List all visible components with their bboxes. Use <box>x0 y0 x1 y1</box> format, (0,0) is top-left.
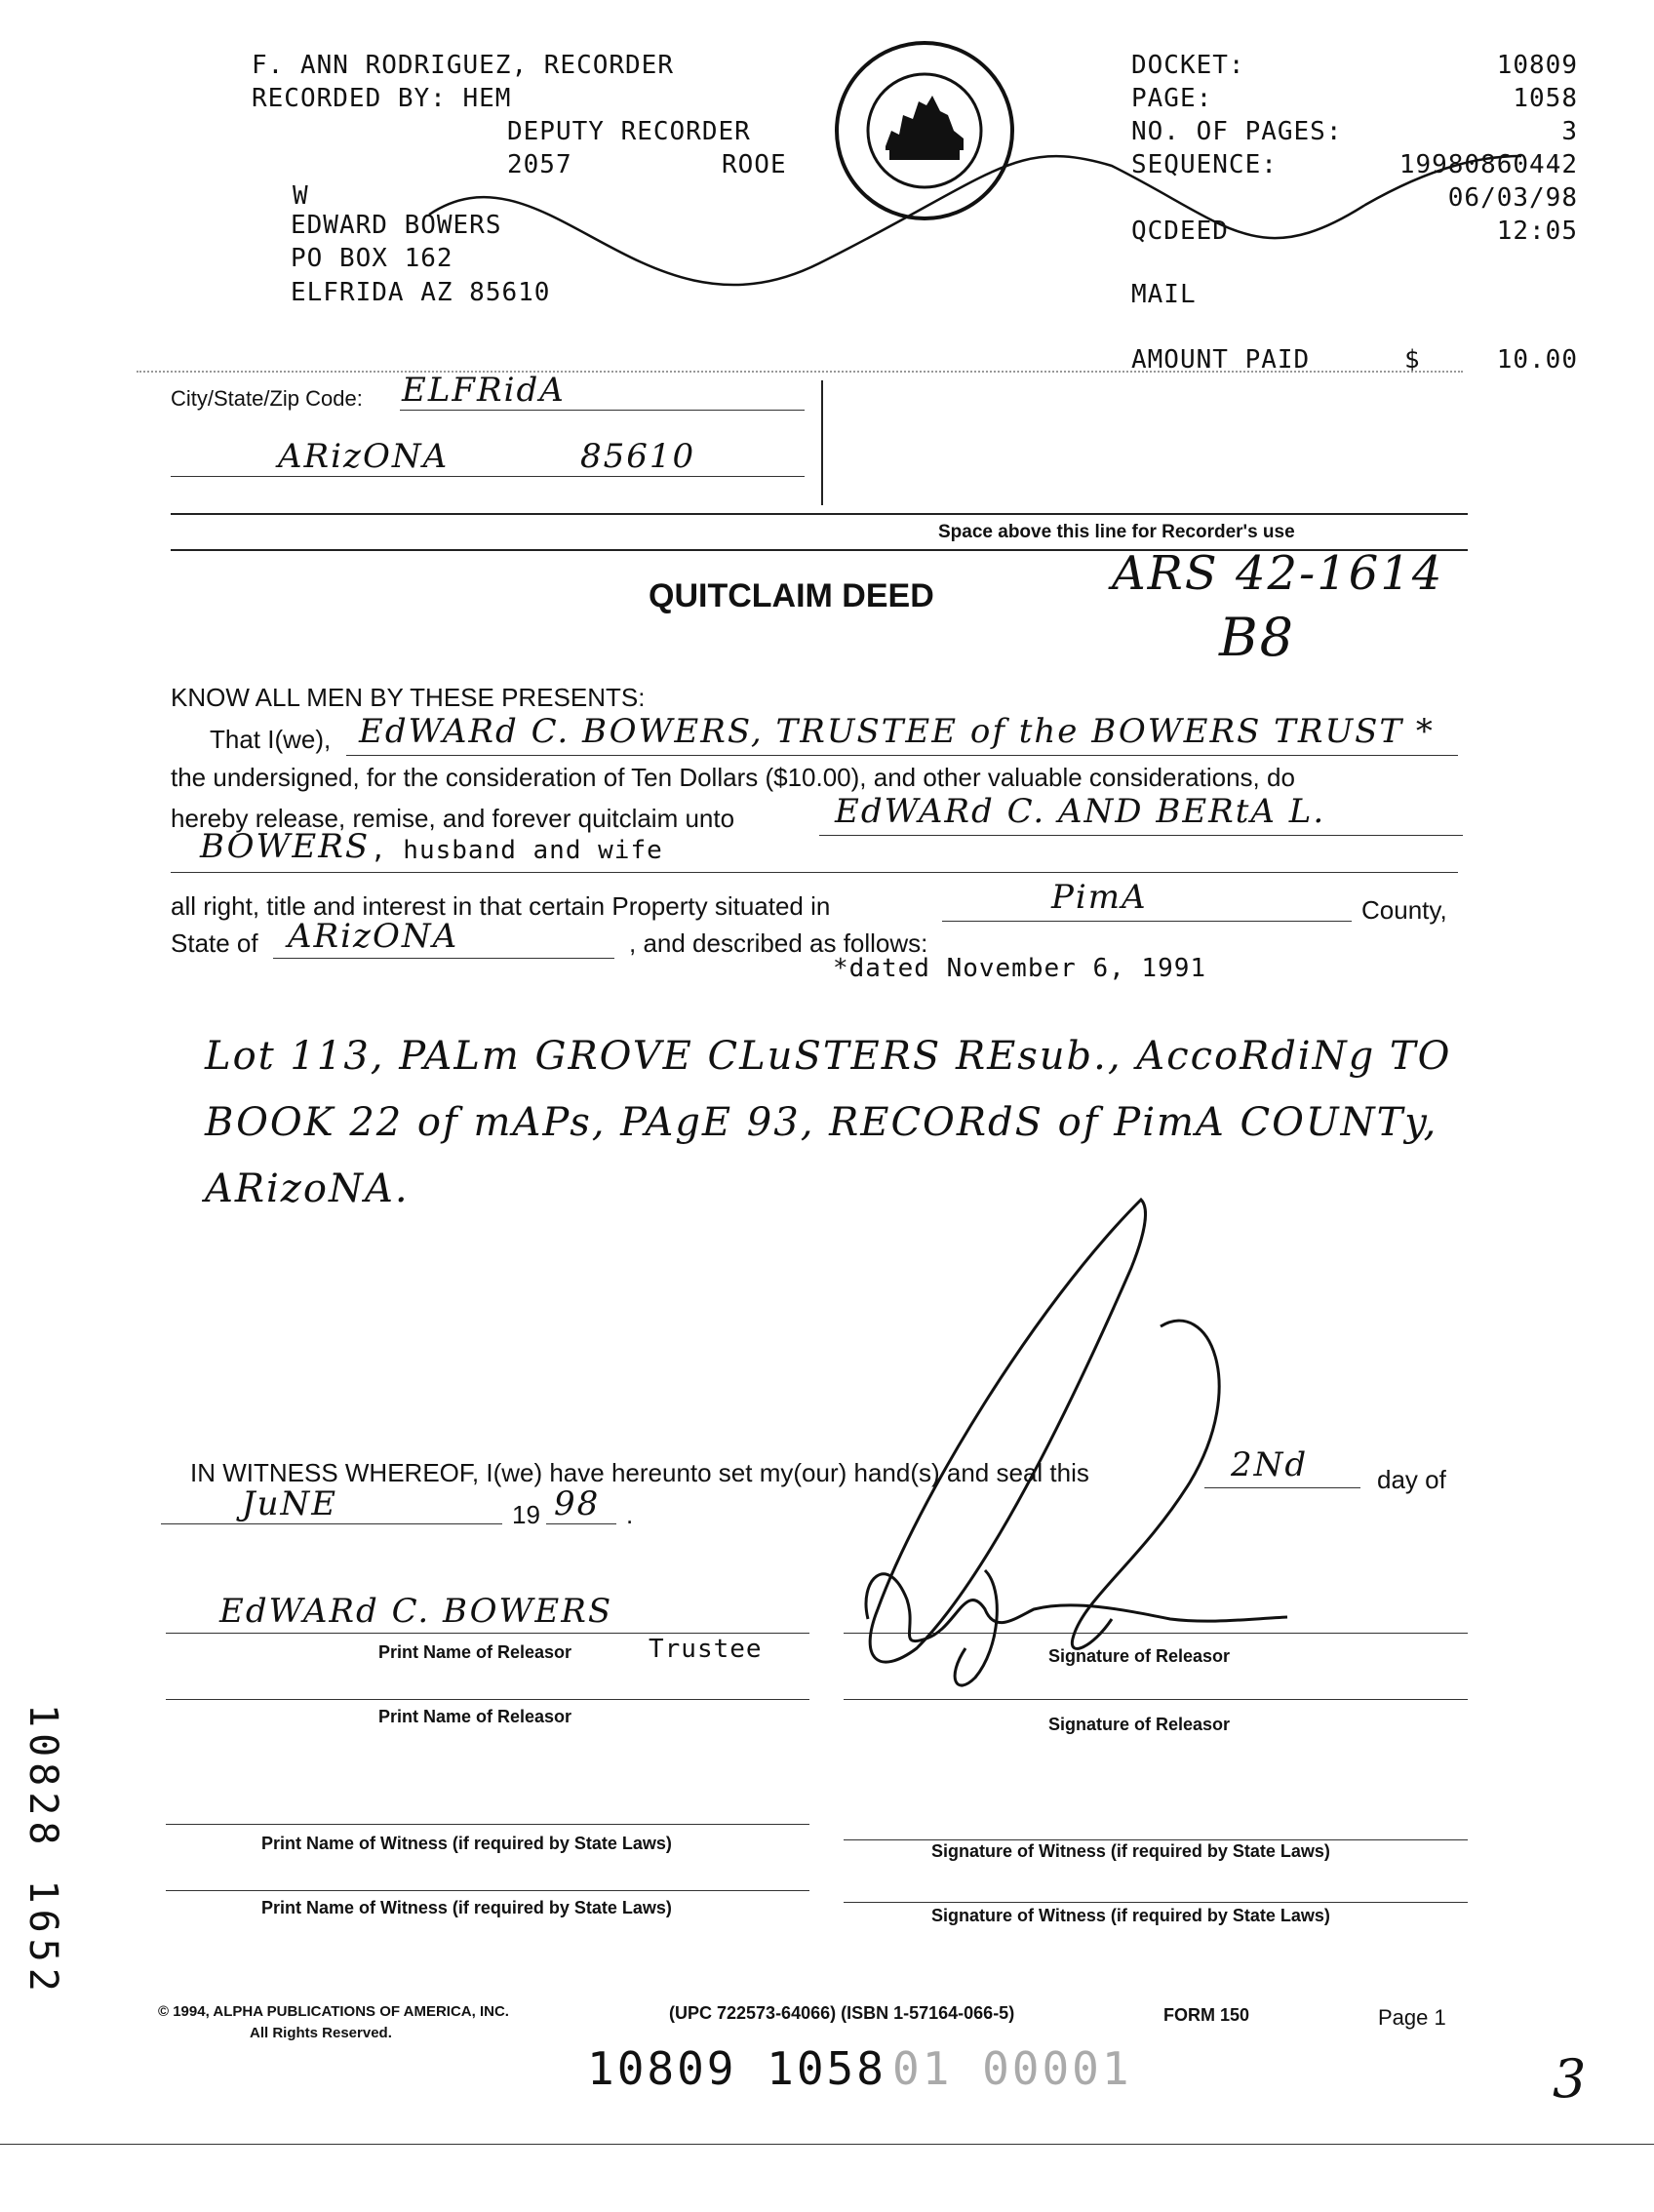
record-time: 12:05 <box>1496 217 1578 246</box>
mail-to-name: EDWARD BOWERS <box>291 211 502 240</box>
print-name-releasor-label-1: Print Name of Releasor <box>378 1642 572 1662</box>
pages-value: 3 <box>1561 117 1578 146</box>
consideration-line: the undersigned, for the consideration of Ten Dollars ($10.00), and other valuable considerations, do <box>171 763 1295 792</box>
legal-line-1: Lot 113, PALm GROVE CLuSTERS REsub., AccoRdiNg TO <box>205 1034 1452 1079</box>
document-type: QCDEED <box>1131 217 1229 246</box>
ars-sub: B8 <box>1219 607 1296 668</box>
recorder-code-right: ROOE <box>722 150 787 179</box>
witness-clause: IN WITNESS WHEREOF, I(we) have hereunto set my(our) hand(s) and seal this <box>190 1458 1089 1487</box>
address-box-divider <box>821 380 823 505</box>
county-line <box>942 921 1352 922</box>
recorder-squiggle <box>137 117 1599 312</box>
grantor-name: EdWARd C. BOWERS, TRUSTEE of the BOWERS TRUST * <box>359 712 1435 751</box>
grantee-typed: , husband and wife <box>371 836 663 865</box>
recorder-use-line-1 <box>171 513 1468 515</box>
csz-state: ARizONA <box>278 437 450 476</box>
grantee-name-2: BOWERS <box>200 827 371 866</box>
footer-form: FORM 150 <box>1163 2005 1250 2025</box>
county-suffix: County, <box>1361 895 1447 925</box>
recorder-use-note: Space above this line for Recorder's use <box>938 522 1295 542</box>
described-text: , and described as follows: <box>629 928 928 958</box>
print-name-releasor-label-2: Print Name of Releasor <box>378 1707 572 1726</box>
page-label: PAGE: <box>1131 84 1213 113</box>
state-line <box>273 958 614 959</box>
csz-label: City/State/Zip Code: <box>171 386 363 411</box>
releasor-title: Trustee <box>649 1635 763 1664</box>
releasor-print-name: EdWARd C. BOWERS <box>219 1592 613 1631</box>
signature-releasor-label-2: Signature of Releasor <box>1048 1715 1231 1734</box>
deputy-recorder: DEPUTY RECORDER <box>507 117 751 146</box>
grantee-line <box>819 835 1463 836</box>
intro-line: KNOW ALL MEN BY THESE PRESENTS: <box>171 683 646 712</box>
witness-sig-line-2 <box>844 1902 1468 1903</box>
grantee-name: EdWARd C. AND BERtA L. <box>835 792 1326 831</box>
legal-line-2: BOOK 22 of mAPs, PAgE 93, RECORdS of PimA COUNTy, <box>205 1100 1438 1145</box>
csz-line-1 <box>400 410 805 411</box>
side-number: 10828 1652 <box>20 1704 65 1997</box>
sequence-value: 19980860442 <box>1398 150 1578 179</box>
releasor-signature <box>839 1190 1385 1717</box>
releasor-name-line-2 <box>166 1699 809 1700</box>
mail-to-city: ELFRIDA AZ 85610 <box>291 278 551 307</box>
witness-name-line-2 <box>166 1890 809 1891</box>
bottom-edge-line <box>0 2144 1654 2145</box>
footer-page: Page 1 <box>1378 2005 1446 2030</box>
footer-stamp-faint: 01 00001 <box>892 2042 1132 2095</box>
footer-stamp: 10809 1058 <box>587 2042 886 2095</box>
signature-witness-label-2: Signature of Witness (if required by State Laws) <box>931 1906 1330 1925</box>
signature-witness-label-1: Signature of Witness (if required by State Laws) <box>931 1841 1330 1861</box>
csz-line-2 <box>171 476 805 477</box>
signature-releasor-label-1: Signature of Releasor <box>1048 1646 1231 1666</box>
property-prefix: all right, title and interest in that certain Property situated in <box>171 891 831 921</box>
document-title: QUITCLAIM DEED <box>649 577 934 614</box>
print-name-witness-label-1: Print Name of Witness (if required by State Laws) <box>261 1834 672 1853</box>
witness-period: . <box>626 1500 634 1529</box>
csz-zip: 85610 <box>580 437 696 476</box>
recorder-code-left: 2057 <box>507 150 572 179</box>
witness-year: 98 <box>554 1484 601 1523</box>
mail-label: MAIL <box>1131 280 1197 309</box>
docket-label: DOCKET: <box>1131 51 1245 80</box>
year-prefix: 19 <box>512 1500 540 1529</box>
dated-note: *dated November 6, 1991 <box>833 954 1207 983</box>
grantee-line-2 <box>171 872 1458 873</box>
amount-value: 10.00 <box>1496 345 1578 375</box>
county-name: PimA <box>1051 878 1148 917</box>
witness-name-line-1 <box>166 1824 809 1825</box>
state-prefix: State of <box>171 928 258 958</box>
footer-rights: All Rights Reserved. <box>250 2025 392 2041</box>
amount-label: AMOUNT PAID <box>1131 345 1311 375</box>
witness-month-line <box>161 1523 502 1524</box>
currency-sign: $ <box>1404 345 1421 375</box>
footer-corner-number: 3 <box>1553 2048 1589 2110</box>
legal-line-3: ARizoNA. <box>205 1166 410 1211</box>
csz-city: ELFRidA <box>402 371 566 410</box>
grantor-line <box>346 755 1458 756</box>
that-prefix: That I(we), <box>210 725 332 754</box>
pages-label: NO. OF PAGES: <box>1131 117 1343 146</box>
sequence-label: SEQUENCE: <box>1131 150 1278 179</box>
witness-day: 2Nd <box>1231 1445 1309 1484</box>
witness-sig-line-1 <box>844 1839 1468 1840</box>
page-value: 1058 <box>1513 84 1578 113</box>
recorder-name: F. ANN RODRIGUEZ, RECORDER <box>252 51 674 80</box>
print-name-witness-label-2: Print Name of Witness (if required by State Laws) <box>261 1898 672 1917</box>
state-name: ARizONA <box>288 917 459 956</box>
quitclaim-prefix: hereby release, remise, and forever quitclaim unto <box>171 804 735 833</box>
recorded-by: RECORDED BY: HEM <box>252 84 512 113</box>
recorder-w: W <box>293 181 309 211</box>
mail-to-street: PO BOX 162 <box>291 244 453 273</box>
header-separator <box>137 371 1463 373</box>
witness-day-suffix: day of <box>1377 1465 1446 1494</box>
witness-year-line <box>546 1523 616 1524</box>
footer-copyright: © 1994, ALPHA PUBLICATIONS OF AMERICA, INC. <box>158 2003 509 2020</box>
docket-value: 10809 <box>1496 51 1578 80</box>
ars-note: ARS 42-1614 <box>1112 546 1444 601</box>
witness-month: JuNE <box>242 1484 338 1523</box>
footer-codes: (UPC 722573-64066) (ISBN 1-57164-066-5) <box>669 2003 1015 2023</box>
record-date: 06/03/98 <box>1447 183 1578 213</box>
